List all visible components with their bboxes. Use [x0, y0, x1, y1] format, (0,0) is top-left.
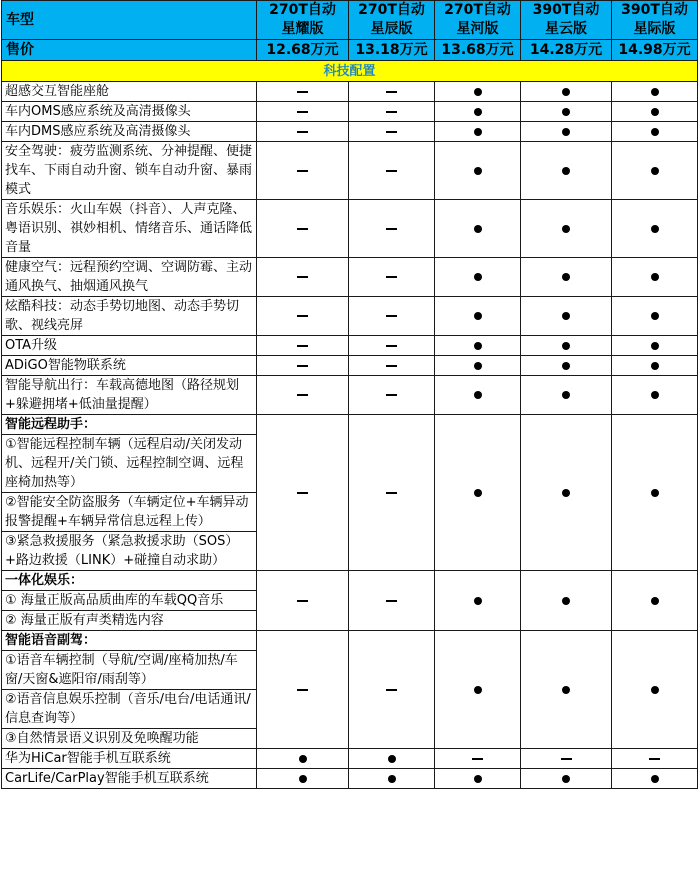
variant-3-value: [435, 102, 521, 122]
feature-name: OTA升级: [2, 336, 257, 356]
feature-group-item: ② 海量正版有声类精选内容: [2, 611, 257, 631]
variant-4-header: [521, 1, 612, 40]
variant-1-value: [257, 376, 349, 415]
feature-group-item: ③紧急救援服务（紧急救援求助（SOS）+路边救援（LINK）+碰撞自动求助）: [2, 532, 257, 571]
variant-1-trim: 星耀版: [281, 21, 324, 37]
not-available-dash-icon: [297, 111, 308, 113]
variant-1-value: [257, 571, 349, 631]
variant-2-value: [349, 631, 435, 749]
variant-4-value: [521, 356, 612, 376]
standard-dot-icon: [651, 108, 659, 116]
variant-3-value: [435, 631, 521, 749]
variant-3-value: [435, 297, 521, 336]
not-available-dash-icon: [472, 758, 483, 760]
feature-group-header-row: [2, 631, 698, 651]
variant-5-value: [612, 142, 698, 200]
variant-2-value: [349, 571, 435, 631]
variant-3-header: [435, 1, 521, 40]
standard-dot-icon: [474, 391, 482, 399]
feature-name: ADiGO智能物联系统: [2, 356, 257, 376]
variant-1-price: 12.68万元: [257, 40, 349, 61]
feature-group-item: ②智能安全防盗服务（车辆定位+车辆异动报警提醒+车辆异常信息远程上传）: [2, 493, 257, 532]
variant-4-value: [521, 258, 612, 297]
standard-dot-icon: [562, 128, 570, 136]
feature-row: [2, 376, 698, 415]
not-available-dash-icon: [297, 315, 308, 317]
variant-4-value: [521, 297, 612, 336]
variant-1-value: [257, 258, 349, 297]
variant-5-value: [612, 82, 698, 102]
standard-dot-icon: [474, 88, 482, 96]
not-available-dash-icon: [386, 689, 397, 691]
standard-dot-icon: [474, 342, 482, 350]
standard-dot-icon: [651, 686, 659, 694]
variant-1-value: [257, 200, 349, 258]
variant-3-value: [435, 769, 521, 789]
not-available-dash-icon: [386, 170, 397, 172]
feature-group-item: ②语音信息娱乐控制（音乐/电台/电话通讯/信息查询等）: [2, 690, 257, 729]
feature-row: [2, 297, 698, 336]
not-available-dash-icon: [297, 170, 308, 172]
feature-group-title: 智能远程助手：: [2, 415, 257, 435]
variant-1-value: [257, 336, 349, 356]
variant-5-value: [612, 415, 698, 571]
feature-group-item: ①智能远程控制车辆（远程启动/关闭发动机、远程开/关门锁、远程控制空调、远程座椅加热等）: [2, 435, 257, 493]
not-available-dash-icon: [386, 345, 397, 347]
not-available-dash-icon: [561, 758, 572, 760]
variant-3-value: [435, 258, 521, 297]
variant-3-value: [435, 82, 521, 102]
feature-group-item: ①语音车辆控制（导航/空调/座椅加热/车窗/天窗&遮阳帘/雨刮等）: [2, 651, 257, 690]
variant-1-value: [257, 142, 349, 200]
feature-name: 炫酷科技：动态手势切地图、动态手势切歌、视线亮屏: [2, 297, 257, 336]
variant-3-value: [435, 200, 521, 258]
standard-dot-icon: [474, 597, 482, 605]
standard-dot-icon: [651, 489, 659, 497]
standard-dot-icon: [299, 755, 307, 763]
variant-2-value: [349, 258, 435, 297]
variant-1-name: 270T自动: [269, 2, 336, 18]
not-available-dash-icon: [649, 758, 660, 760]
variant-3-price: 13.68万元: [435, 40, 521, 61]
variant-2-value: [349, 142, 435, 200]
feature-row: [2, 142, 698, 200]
not-available-dash-icon: [386, 365, 397, 367]
variant-3-value: [435, 356, 521, 376]
not-available-dash-icon: [386, 111, 397, 113]
feature-name: 华为HiCar智能手机互联系统: [2, 749, 257, 769]
variant-2-value: [349, 122, 435, 142]
feature-group-title: 智能语音副驾：: [2, 631, 257, 651]
standard-dot-icon: [388, 775, 396, 783]
variant-5-price: 14.98万元: [612, 40, 698, 61]
variant-2-price: 13.18万元: [349, 40, 435, 61]
variant-2-value: [349, 102, 435, 122]
variant-5-value: [612, 258, 698, 297]
not-available-dash-icon: [297, 228, 308, 230]
feature-name: 安全驾驶：疲劳监测系统、分神提醒、便捷找车、下雨自动升窗、锁车自动升窗、暴雨模式: [2, 142, 257, 200]
feature-row: [2, 749, 698, 769]
variant-4-value: [521, 749, 612, 769]
feature-name: 音乐娱乐：火山车娱（抖音）、人声克隆、粤语识别、祺妙相机、情绪音乐、通话降低音量: [2, 200, 257, 258]
variant-3-value: [435, 142, 521, 200]
variant-3-name: 270T自动: [444, 2, 511, 18]
spec-table: [1, 0, 698, 789]
variant-5-value: [612, 571, 698, 631]
not-available-dash-icon: [297, 492, 308, 494]
variant-1-value: [257, 356, 349, 376]
standard-dot-icon: [651, 775, 659, 783]
feature-row: [2, 82, 698, 102]
variant-1-value: [257, 769, 349, 789]
price-row: [2, 40, 698, 61]
variant-4-value: [521, 200, 612, 258]
standard-dot-icon: [562, 108, 570, 116]
feature-name: 智能导航出行：车载高德地图（路径规划+躲避拥堵+低油量提醒）: [2, 376, 257, 415]
variant-4-value: [521, 122, 612, 142]
standard-dot-icon: [474, 686, 482, 694]
variant-4-value: [521, 336, 612, 356]
variant-1-value: [257, 415, 349, 571]
not-available-dash-icon: [297, 689, 308, 691]
variant-4-price: 14.28万元: [521, 40, 612, 61]
standard-dot-icon: [562, 225, 570, 233]
section-row: [2, 61, 698, 82]
standard-dot-icon: [562, 489, 570, 497]
standard-dot-icon: [299, 775, 307, 783]
variant-4-value: [521, 82, 612, 102]
not-available-dash-icon: [386, 131, 397, 133]
standard-dot-icon: [474, 273, 482, 281]
standard-dot-icon: [474, 362, 482, 370]
variant-1-value: [257, 749, 349, 769]
variant-5-value: [612, 376, 698, 415]
not-available-dash-icon: [386, 315, 397, 317]
model-label: 车型: [2, 1, 257, 40]
feature-name: 健康空气：远程预约空调、空调防霉、主动通风换气、抽烟通风换气: [2, 258, 257, 297]
variant-3-value: [435, 571, 521, 631]
feature-group-header-row: [2, 415, 698, 435]
variant-2-value: [349, 749, 435, 769]
standard-dot-icon: [562, 362, 570, 370]
variant-5-value: [612, 769, 698, 789]
not-available-dash-icon: [386, 91, 397, 93]
feature-name: 车内DMS感应系统及高清摄像头: [2, 122, 257, 142]
standard-dot-icon: [562, 686, 570, 694]
not-available-dash-icon: [297, 276, 308, 278]
variant-4-value: [521, 376, 612, 415]
feature-row: [2, 122, 698, 142]
variant-2-trim: 星辰版: [370, 21, 413, 37]
standard-dot-icon: [651, 167, 659, 175]
standard-dot-icon: [562, 775, 570, 783]
feature-group-header-row: [2, 571, 698, 591]
variant-5-value: [612, 297, 698, 336]
feature-row: [2, 769, 698, 789]
variant-2-value: [349, 297, 435, 336]
standard-dot-icon: [474, 312, 482, 320]
standard-dot-icon: [651, 597, 659, 605]
not-available-dash-icon: [297, 91, 308, 93]
not-available-dash-icon: [297, 600, 308, 602]
variant-5-value: [612, 749, 698, 769]
variant-5-value: [612, 102, 698, 122]
standard-dot-icon: [474, 489, 482, 497]
variant-5-header: [612, 1, 698, 40]
standard-dot-icon: [562, 312, 570, 320]
variant-2-value: [349, 376, 435, 415]
variant-4-value: [521, 571, 612, 631]
standard-dot-icon: [562, 342, 570, 350]
variant-2-value: [349, 415, 435, 571]
variant-4-value: [521, 769, 612, 789]
feature-row: [2, 356, 698, 376]
standard-dot-icon: [388, 755, 396, 763]
not-available-dash-icon: [297, 394, 308, 396]
variant-3-value: [435, 122, 521, 142]
standard-dot-icon: [562, 88, 570, 96]
variant-4-name: 390T自动: [532, 2, 600, 18]
standard-dot-icon: [651, 362, 659, 370]
variant-3-value: [435, 336, 521, 356]
standard-dot-icon: [651, 88, 659, 96]
feature-group-item: ① 海量正版高品质曲库的车载QQ音乐: [2, 591, 257, 611]
not-available-dash-icon: [297, 365, 308, 367]
variant-3-trim: 星河版: [456, 21, 499, 37]
standard-dot-icon: [651, 342, 659, 350]
standard-dot-icon: [474, 128, 482, 136]
variant-2-value: [349, 356, 435, 376]
feature-row: [2, 336, 698, 356]
variant-2-name: 270T自动: [358, 2, 425, 18]
variant-5-value: [612, 356, 698, 376]
feature-group-item: ③自然情景语义识别及免唤醒功能: [2, 729, 257, 749]
variant-5-value: [612, 336, 698, 356]
variant-3-value: [435, 749, 521, 769]
variant-5-value: [612, 200, 698, 258]
standard-dot-icon: [651, 128, 659, 136]
variant-5-name: 390T自动: [621, 2, 688, 18]
variant-2-value: [349, 200, 435, 258]
standard-dot-icon: [651, 312, 659, 320]
variant-4-value: [521, 415, 612, 571]
variant-2-value: [349, 336, 435, 356]
standard-dot-icon: [474, 108, 482, 116]
variant-1-value: [257, 82, 349, 102]
standard-dot-icon: [651, 273, 659, 281]
feature-group-title: 一体化娱乐：: [2, 571, 257, 591]
variant-3-value: [435, 415, 521, 571]
standard-dot-icon: [562, 597, 570, 605]
variant-1-header: [257, 1, 349, 40]
variant-5-value: [612, 631, 698, 749]
variant-4-value: [521, 142, 612, 200]
section-title: 科技配置: [2, 61, 698, 82]
feature-name: 超感交互智能座舱: [2, 82, 257, 102]
not-available-dash-icon: [386, 228, 397, 230]
price-label: 售价: [2, 40, 257, 61]
variant-1-value: [257, 631, 349, 749]
variant-4-value: [521, 102, 612, 122]
feature-name: CarLife/CarPlay智能手机互联系统: [2, 769, 257, 789]
feature-row: [2, 200, 698, 258]
not-available-dash-icon: [297, 131, 308, 133]
not-available-dash-icon: [386, 394, 397, 396]
standard-dot-icon: [474, 775, 482, 783]
variant-2-header: [349, 1, 435, 40]
variant-5-value: [612, 122, 698, 142]
standard-dot-icon: [651, 225, 659, 233]
variant-1-value: [257, 102, 349, 122]
feature-name: 车内OMS感应系统及高清摄像头: [2, 102, 257, 122]
variant-5-trim: 星际版: [633, 21, 676, 37]
model-row: [2, 1, 698, 40]
standard-dot-icon: [474, 225, 482, 233]
variant-4-trim: 星云版: [545, 21, 587, 37]
standard-dot-icon: [562, 167, 570, 175]
variant-1-value: [257, 297, 349, 336]
not-available-dash-icon: [297, 345, 308, 347]
not-available-dash-icon: [386, 276, 397, 278]
variant-2-value: [349, 82, 435, 102]
feature-row: [2, 258, 698, 297]
variant-2-value: [349, 769, 435, 789]
not-available-dash-icon: [386, 600, 397, 602]
variant-3-value: [435, 376, 521, 415]
standard-dot-icon: [562, 273, 570, 281]
standard-dot-icon: [474, 167, 482, 175]
variant-4-value: [521, 631, 612, 749]
variant-1-value: [257, 122, 349, 142]
feature-row: [2, 102, 698, 122]
standard-dot-icon: [651, 391, 659, 399]
not-available-dash-icon: [386, 492, 397, 494]
standard-dot-icon: [562, 391, 570, 399]
